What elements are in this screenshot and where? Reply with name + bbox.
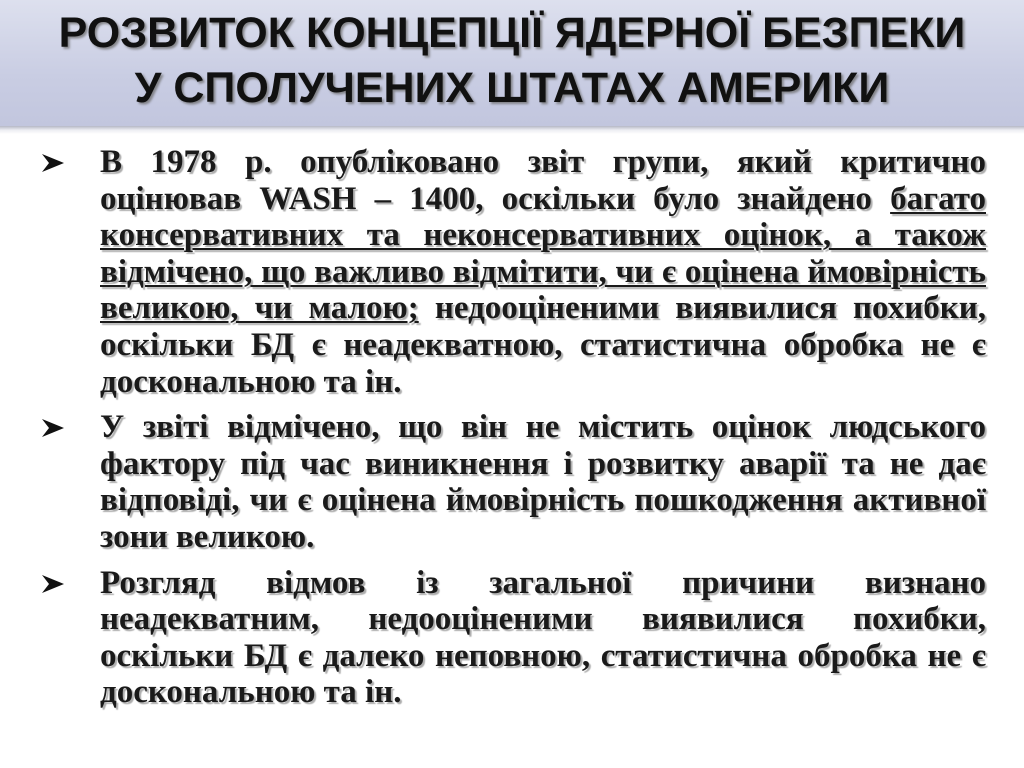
bullet-text-1 — [100, 144, 986, 400]
bullet-item-1 — [36, 144, 986, 400]
bullet-text-3: Розгляд відмов із загальної причини визнано неадекватним, недооціненими виявилися похибки, оскільки БД є далеко неповною, статистична обробка не є доскональною та ін. — [100, 564, 986, 711]
bullet-text-1-part-1: В 1978 р. опубліковано звіт групи, який критично оцінював WASH – 1400, оскільки було знайдено — [100, 144, 986, 217]
bullet-item-2 — [36, 409, 986, 555]
arrow-bullet-icon — [40, 152, 66, 174]
arrow-bullet-icon — [40, 417, 66, 439]
bullet-list — [36, 144, 986, 720]
slide-title-line-1: РОЗВИТОК КОНЦЕПЦІЇ ЯДЕРНОЇ БЕЗПЕКИ — [58, 9, 966, 57]
slide-title-line-2: У СПОЛУЧЕНИХ ШТАТАХ АМЕРИКИ — [134, 64, 890, 112]
title-banner — [0, 0, 1024, 126]
title-banner-shadow — [0, 126, 1024, 134]
bullet-text-1-underlined: багато консервативних та неконсервативних оцінок, а також відмічено, що важливо відмітити, чи є оцінена ймовірність великою, чи малою; — [100, 180, 986, 327]
slide-title — [0, 6, 1024, 116]
bullet-text-2: У звіті відмічено, що він не містить оцінок людського фактору під час виникнення і розвитку аварії та не дає відповіді, чи є оцінена ймовірність пошкодження активної зони великою. — [100, 409, 986, 555]
bullet-item-3 — [36, 565, 986, 711]
arrow-bullet-icon — [40, 573, 66, 595]
bullet-text-1-part-2: недооціненими виявилися похибки, оскільки БД є неадекватною, статистична обробка не є доскональною та ін. — [100, 290, 986, 400]
